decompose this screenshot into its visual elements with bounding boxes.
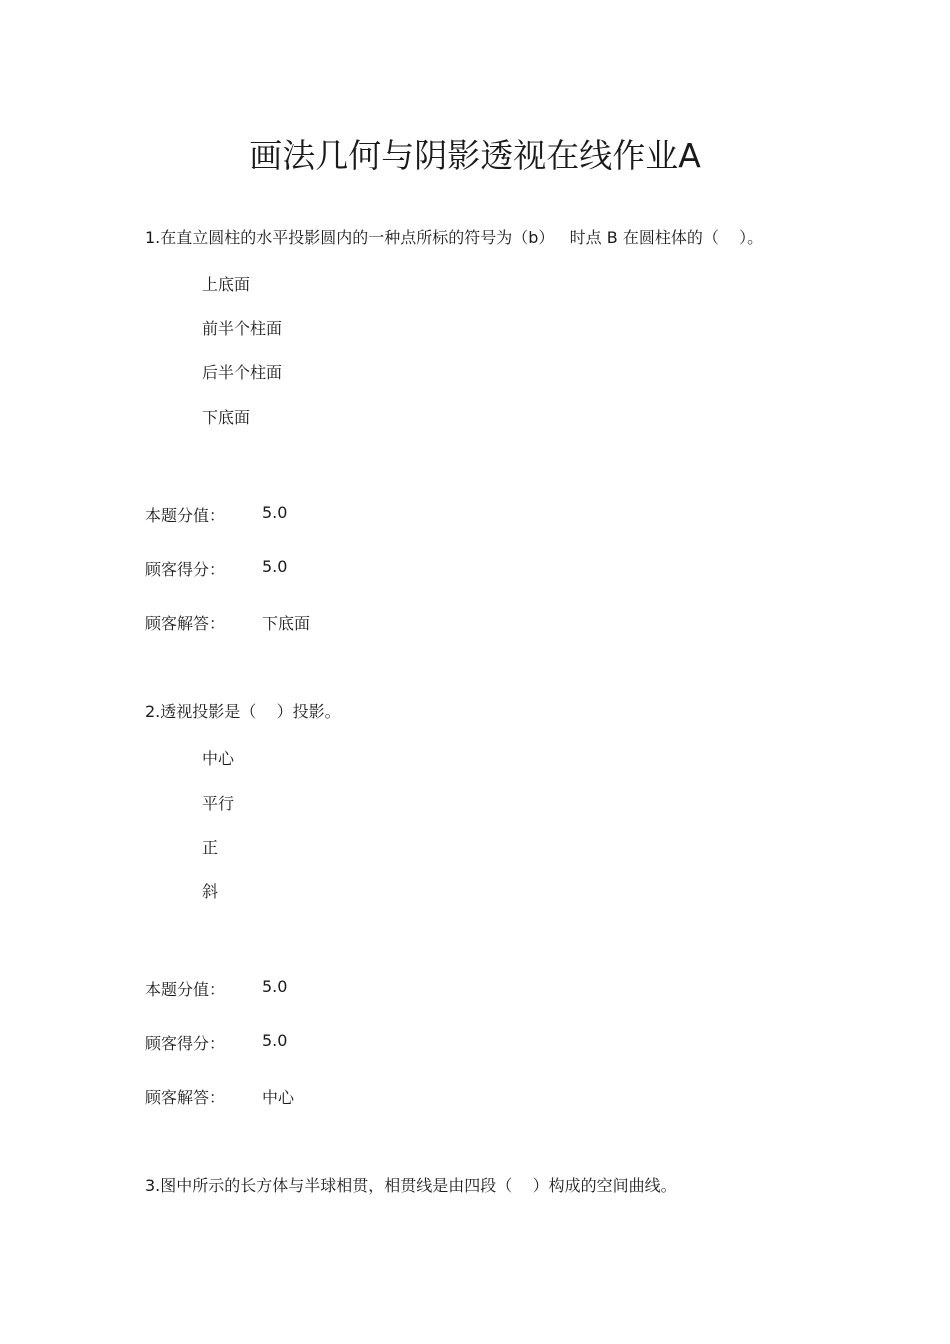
question-1-option-d: 下底面	[202, 408, 251, 427]
question-1-answer-label: 顾客解答：	[145, 614, 226, 633]
question-1-option-b: 前半个柱面	[202, 319, 283, 338]
question-2-answer-value: 中心	[262, 1088, 295, 1107]
question-1-got-value: 5.0	[262, 557, 288, 576]
question-2-text: 2.透视投影是（ ）投影。	[145, 702, 341, 721]
question-1-score-value: 5.0	[262, 503, 288, 522]
question-2-score-value: 5.0	[262, 977, 288, 996]
question-1-text: 1.在直立圆柱的水平投影圆内的一种点所标的符号为（b） 时点 B 在圆柱体的（ ）。	[145, 228, 764, 247]
question-1-answer-value: 下底面	[262, 614, 311, 633]
question-3-text: 3.图中所示的长方体与半球相贯，相贯线是由四段（ ）构成的空间曲线。	[145, 1176, 677, 1195]
question-1-score-label: 本题分值：	[145, 506, 226, 525]
question-2-answer-label: 顾客解答：	[145, 1088, 226, 1107]
question-1-option-a: 上底面	[202, 275, 251, 294]
question-1-got-label: 顾客得分：	[145, 560, 226, 579]
question-2-option-b: 平行	[202, 794, 235, 813]
question-2-option-d: 斜	[202, 882, 219, 901]
question-2-got-value: 5.0	[262, 1031, 288, 1050]
question-2-option-c: 正	[202, 838, 219, 857]
page-title: 画法几何与阴影透视在线作业A	[249, 136, 701, 175]
question-1-option-c: 后半个柱面	[202, 363, 283, 382]
question-2-option-a: 中心	[202, 749, 235, 768]
question-2-got-label: 顾客得分：	[145, 1034, 226, 1053]
question-2-score-label: 本题分值：	[145, 980, 226, 999]
